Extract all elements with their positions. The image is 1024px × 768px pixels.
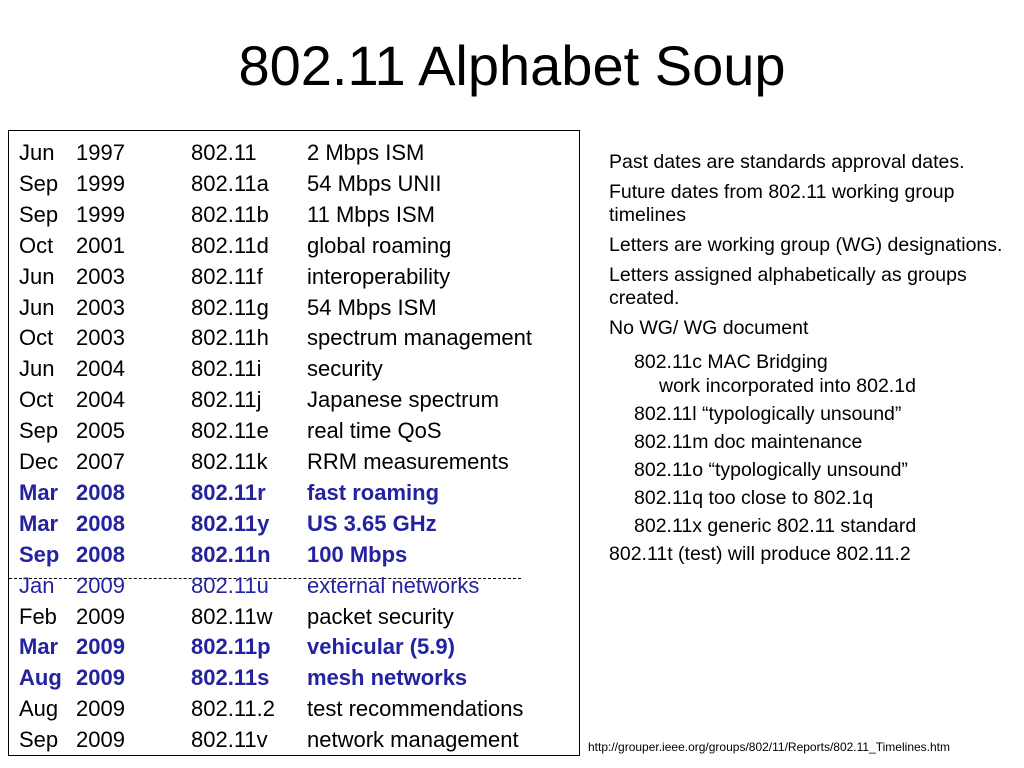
row-year: 2004 bbox=[76, 356, 125, 382]
row-desc: security bbox=[307, 356, 383, 382]
note-802-11x: 802.11x generic 802.11 standard bbox=[634, 515, 917, 537]
row-year: 2003 bbox=[76, 294, 125, 320]
row-std: 802.11a bbox=[191, 170, 269, 196]
row-desc: packet security bbox=[307, 603, 454, 629]
row-std: 802.11.2 bbox=[191, 696, 276, 722]
row-std: 802.11s bbox=[191, 665, 270, 691]
row-year: 2009 bbox=[76, 603, 125, 629]
row-desc: vehicular (5.9) bbox=[307, 634, 455, 660]
row-month: Jun bbox=[19, 356, 55, 382]
row-month: Mar bbox=[19, 479, 59, 505]
row-desc: 54 Mbps UNII bbox=[307, 170, 442, 196]
row-year: 2003 bbox=[76, 263, 125, 289]
row-std: 802.11j bbox=[191, 387, 262, 413]
source-url: http://grouper.ieee.org/groups/802/11/Reports/802.11_Timelines.htm bbox=[588, 740, 950, 754]
row-month: Dec bbox=[19, 449, 59, 474]
row-year: 2008 bbox=[76, 541, 125, 567]
note-no-wg: No WG/ WG document bbox=[609, 317, 809, 339]
row-month: Jun bbox=[19, 294, 55, 320]
row-std: 802.11d bbox=[191, 232, 269, 258]
note-802-11o: 802.11o “typologically unsound” bbox=[634, 459, 908, 481]
row-year: 2001 bbox=[76, 232, 125, 258]
row-std: 802.11p bbox=[191, 634, 271, 660]
row-std: 802.11f bbox=[191, 263, 263, 289]
row-std: 802.11u bbox=[191, 572, 269, 598]
note-802-11c: 802.11c MAC Bridging bbox=[634, 351, 828, 373]
row-std: 802.11y bbox=[191, 510, 270, 536]
row-year: 2008 bbox=[76, 479, 125, 505]
row-month: Mar bbox=[19, 510, 59, 536]
row-desc: interoperability bbox=[307, 263, 451, 289]
row-desc: 54 Mbps ISM bbox=[307, 294, 437, 320]
row-desc: US 3.65 GHz bbox=[307, 510, 437, 536]
row-std: 802.11i bbox=[191, 356, 262, 382]
row-year: 1999 bbox=[76, 201, 125, 227]
row-std: 802.11 bbox=[191, 140, 257, 165]
row-month: Mar bbox=[19, 634, 59, 660]
row-desc: test recommendations bbox=[307, 696, 524, 722]
row-std: 802.11v bbox=[191, 727, 268, 753]
row-year: 1999 bbox=[76, 170, 125, 196]
row-std: 802.11n bbox=[191, 541, 271, 567]
note-802-11t: 802.11t (test) will produce 802.11.2 bbox=[609, 543, 911, 565]
row-year: 1997 bbox=[76, 140, 125, 165]
row-desc: 100 Mbps bbox=[307, 541, 408, 567]
note-wg-designations: Letters are working group (WG) designations. bbox=[609, 234, 1003, 256]
row-year: 2009 bbox=[76, 727, 125, 753]
row-year: 2009 bbox=[76, 572, 125, 598]
row-std: 802.11k bbox=[191, 449, 268, 474]
row-desc: external networks bbox=[307, 572, 480, 598]
row-desc: Japanese spectrum bbox=[307, 387, 499, 413]
row-month: Aug bbox=[19, 696, 59, 722]
row-std: 802.11g bbox=[191, 294, 269, 320]
row-year: 2005 bbox=[76, 418, 125, 444]
row-std: 802.11h bbox=[191, 325, 269, 351]
row-desc: network management bbox=[307, 727, 519, 753]
row-desc: 2 Mbps ISM bbox=[307, 140, 425, 165]
row-desc: mesh networks bbox=[307, 665, 468, 691]
row-desc: global roaming bbox=[307, 232, 452, 258]
note-802-11q: 802.11q too close to 802.1q bbox=[634, 487, 874, 509]
row-year: 2004 bbox=[76, 387, 125, 413]
note-802-11m: 802.11m doc maintenance bbox=[634, 431, 863, 453]
row-month: Oct bbox=[19, 387, 54, 413]
row-month: Sep bbox=[19, 201, 59, 227]
row-month: Sep bbox=[19, 541, 60, 567]
row-month: Oct bbox=[19, 232, 54, 258]
row-desc: RRM measurements bbox=[307, 449, 509, 474]
row-desc: 11 Mbps ISM bbox=[307, 201, 435, 227]
row-month: Jan bbox=[19, 572, 55, 598]
row-std: 802.11e bbox=[191, 418, 269, 444]
row-month: Sep bbox=[19, 727, 59, 753]
row-year: 2009 bbox=[76, 665, 125, 691]
note-alphabetical: Letters assigned alphabetically as groups created. bbox=[609, 264, 967, 309]
row-year: 2003 bbox=[76, 325, 125, 351]
row-month: Oct bbox=[19, 325, 54, 351]
row-desc: fast roaming bbox=[307, 479, 440, 505]
row-year: 2009 bbox=[76, 696, 125, 722]
row-std: 802.11w bbox=[191, 603, 273, 629]
row-month: Sep bbox=[19, 170, 59, 196]
row-std: 802.11r bbox=[191, 479, 266, 505]
note-approval-dates: Past dates are standards approval dates. bbox=[609, 151, 965, 173]
slide-title: 802.11 Alphabet Soup bbox=[238, 34, 786, 97]
row-month: Feb bbox=[19, 603, 57, 629]
row-month: Aug bbox=[19, 665, 62, 691]
row-desc: real time QoS bbox=[307, 418, 442, 444]
note-future-dates: Future dates from 802.11 working group timelines bbox=[609, 181, 955, 226]
note-802-11c-detail: work incorporated into 802.1d bbox=[659, 375, 916, 397]
row-year: 2009 bbox=[76, 634, 125, 660]
row-year: 2008 bbox=[76, 510, 125, 536]
row-desc: spectrum management bbox=[307, 325, 532, 351]
row-year: 2007 bbox=[76, 449, 125, 474]
row-std: 802.11b bbox=[191, 201, 269, 227]
row-month: Jun bbox=[19, 140, 55, 165]
note-802-11l: 802.11l “typologically unsound” bbox=[634, 403, 902, 425]
row-month: Sep bbox=[19, 418, 59, 444]
row-month: Jun bbox=[19, 263, 55, 289]
notes-panel bbox=[609, 151, 1014, 573]
